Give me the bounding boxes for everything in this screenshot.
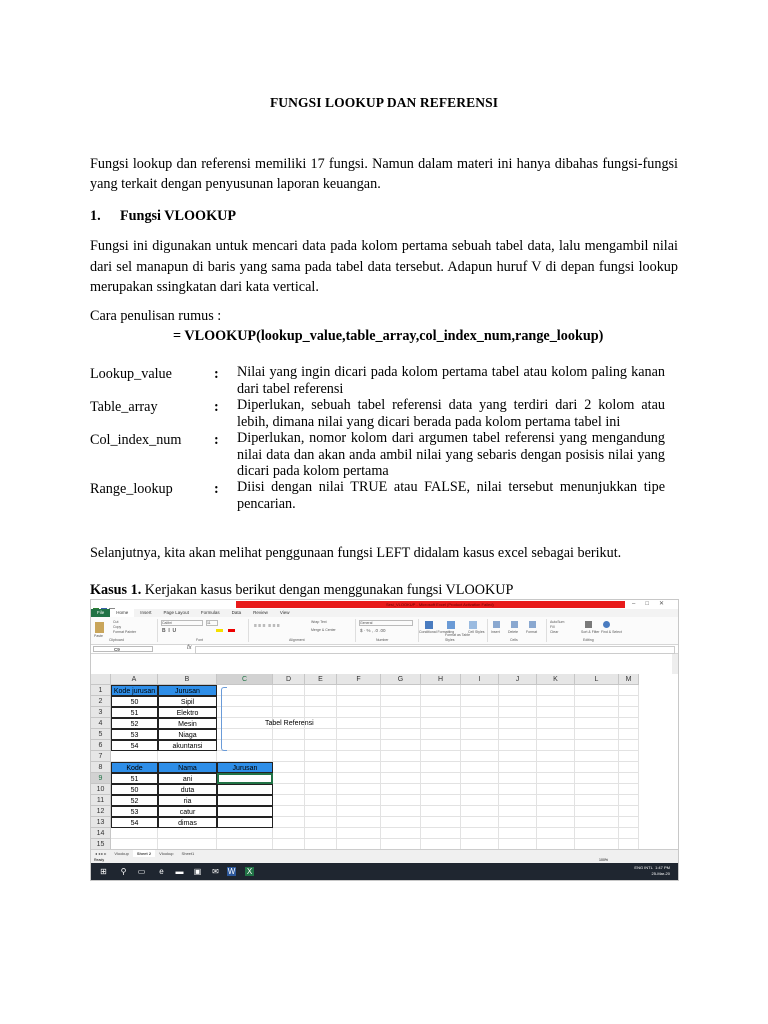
param-name: Col_index_num [90,432,182,448]
file-explorer-icon[interactable]: ▬ [175,867,184,876]
tab-file[interactable]: File [91,609,110,617]
clipboard-group [91,619,158,642]
ref-cell-kode[interactable]: 50 [111,696,158,707]
ref-cell-kode[interactable]: 51 [111,707,158,718]
ref-cell-kode[interactable]: 53 [111,729,158,740]
cut-button[interactable]: Cut [113,620,119,624]
ref-header-jurusan[interactable]: Jurusan [158,685,217,696]
tab-home[interactable]: Home [110,609,134,617]
tab-review[interactable]: Review [253,610,268,615]
column-header-m[interactable]: M [619,674,639,685]
param-colon: : [214,432,219,448]
tray-lang[interactable]: ENG INTL [634,865,653,870]
ref-cell-jurusan[interactable]: Mesin [158,718,217,729]
insert-label[interactable]: Insert [491,630,500,634]
table-reference-bracket [221,687,227,751]
gridline [111,838,639,839]
autosum-button[interactable]: AutoSum [550,620,565,624]
format-painter-button[interactable]: Format Painter [113,630,137,634]
sheet-tab[interactable]: Vlookup [114,851,129,856]
formula-bar [91,645,678,654]
gridline [638,685,639,850]
data-header-jurusan[interactable]: Jurusan [217,762,273,773]
status-text: Ready [94,858,105,862]
table-reference-label: Tabel Referensi [265,720,314,727]
copy-button[interactable]: Copy [113,625,122,629]
tab-formulas[interactable]: Formulas [200,610,220,615]
section-title: Fungsi VLOOKUP [120,208,237,224]
data-cell-jurusan[interactable] [217,806,273,817]
alignment-group-label: Alignment [289,638,305,642]
row-header-12[interactable]: 12 [91,806,111,817]
windows-start-icon[interactable]: ⊞ [100,867,107,876]
merge-center-button[interactable]: Merge & Center [311,628,336,632]
mail-icon[interactable]: ✉ [212,867,219,876]
param-desc: Diisi dengan nilai TRUE atau FALSE, nilai tersebut menunjukkan tipe pencarian. [237,479,665,512]
cell-styles-label[interactable]: Cell Styles [468,630,485,634]
data-cell-jurusan[interactable] [217,795,273,806]
ref-header-kode[interactable]: Kode jurusan [111,685,158,696]
align-icons[interactable]: ≡ ≡ ≡ ≡ ≡ ≡ [254,623,280,629]
row-header-10[interactable]: 10 [91,784,111,795]
font-size-select[interactable]: 11 [206,620,218,626]
data-cell-nama[interactable]: dimas [158,817,217,828]
column-header-g[interactable]: G [381,674,421,685]
column-header-i[interactable]: I [461,674,499,685]
sort-filter-icon[interactable] [585,621,592,628]
row-header-11[interactable]: 11 [91,795,111,806]
quick-access-toolbar[interactable] [93,601,141,608]
number-format-select[interactable]: General [359,620,413,626]
edge-icon[interactable]: e [159,867,164,876]
column-header-e[interactable]: E [305,674,337,685]
gridline [380,685,381,850]
sheet-tab[interactable]: Sheet1 [181,851,195,856]
excel-screenshot [90,599,679,881]
editing-group [547,619,631,642]
row-header-8[interactable]: 8 [91,762,111,773]
font-group [158,619,249,642]
param-colon: : [214,366,219,382]
param-desc: Diperlukan, sebuah tabel referensi data yang terdiri dari 2 kolom atau lebih, dimana nilai yang dicari berada pada kolom pertama tabel ini [237,397,665,430]
gridline [304,685,305,850]
cell-styles-icon[interactable] [469,621,477,629]
windows-taskbar [91,863,678,880]
ref-cell-jurusan[interactable]: akuntansi [158,740,217,751]
number-format-buttons[interactable]: $ · % , .0 .00 [360,628,386,633]
font-group-label: Font [196,638,204,642]
gridline [618,685,619,850]
cells-group [488,619,547,642]
section-heading [90,206,236,226]
data-cell-kode[interactable]: 51 [111,773,158,784]
row-header-14[interactable]: 14 [91,828,111,839]
data-cell-jurusan[interactable] [217,817,273,828]
data-cell-nama[interactable]: ria [158,795,217,806]
find-icon[interactable] [603,621,610,628]
ref-cell-jurusan[interactable]: Elektro [158,707,217,718]
column-header-f[interactable]: F [337,674,381,685]
row-header-6[interactable]: 6 [91,740,111,751]
data-header-kode[interactable]: Kode [111,762,158,773]
select-all-corner[interactable] [91,674,111,685]
gridline [460,685,461,850]
row-header-1[interactable]: 1 [91,685,111,696]
cells-group-label: Cells [510,638,518,642]
ref-cell-jurusan[interactable]: Niaga [158,729,217,740]
sheet-tab[interactable]: Vlookup [159,851,174,856]
row-header-9[interactable]: 9 [91,773,111,784]
column-header-b[interactable]: B [158,674,217,685]
column-header-h[interactable]: H [421,674,461,685]
row-header-13[interactable]: 13 [91,817,111,828]
column-header-l[interactable]: L [575,674,619,685]
tray-date[interactable]: 25-Mar-20 [651,871,670,876]
data-cell-kode[interactable]: 54 [111,817,158,828]
data-header-nama[interactable]: Nama [158,762,217,773]
tab-view[interactable]: View [279,610,290,615]
data-cell-kode[interactable]: 53 [111,806,158,817]
column-header-j[interactable]: J [499,674,537,685]
search-icon[interactable]: ⚲ [120,867,127,876]
font-name-select[interactable]: Calibri [161,620,203,626]
param-colon: : [214,399,219,415]
param-desc: Nilai yang ingin dicari pada kolom pertama tabel atau kolom paling kanan dari tabel referensi [237,364,665,397]
data-cell-nama[interactable]: catur [158,806,217,817]
case-heading [90,580,513,600]
find-select-label[interactable]: Find & Select [601,630,622,634]
formula-input[interactable] [195,646,675,654]
param-desc: Diperlukan, nomor kolom dari argumen tabel referensi yang mengandung nilai data dan akan anda ambil nilai yang sebaris dengan posisis nilai yang dicari pada kolom pertama [237,430,665,479]
formula: = VLOOKUP(lookup_value,table_array,col_index_num,range_lookup) [173,328,604,344]
window-controls[interactable]: –□✕ [632,601,674,607]
format-table-icon[interactable] [447,621,455,629]
ref-cell-kode[interactable]: 52 [111,718,158,729]
insert-cells-icon[interactable] [493,621,500,628]
font-color-icon[interactable] [228,629,235,632]
tab-insert[interactable]: Insert [140,610,152,615]
sort-filter-label[interactable]: Sort & Filter [581,630,600,634]
styles-group [419,619,488,642]
section-number: 1. [90,208,101,224]
tab-page-layout[interactable]: Page Layout [163,610,189,615]
excel-icon[interactable]: X [246,867,253,876]
ref-cell-jurusan[interactable]: Sipil [158,696,217,707]
delete-cells-icon[interactable] [511,621,518,628]
excel-title-bar [91,600,678,609]
bold-button[interactable]: B I U [162,628,177,634]
syntax-label: Cara penulisan rumus : [90,308,222,324]
conditional-formatting-icon[interactable] [425,621,433,629]
param-colon: : [214,481,219,497]
gridline [336,685,337,850]
number-group [356,619,419,642]
column-header-k[interactable]: K [537,674,575,685]
ref-cell-kode[interactable]: 54 [111,740,158,751]
fx-icon[interactable]: fx [187,645,192,651]
paste-label[interactable]: Paste [94,634,103,638]
row-header-5[interactable]: 5 [91,729,111,740]
store-icon[interactable]: ▣ [193,867,202,876]
page-title: FUNGSI LOOKUP DAN REFERENSI [269,95,499,110]
case-label: Kasus 1. [90,582,142,598]
styles-group-label: Styles [445,638,455,642]
ribbon-tabs [91,609,678,617]
conditional-formatting-label[interactable]: Conditional Formatting [419,630,455,634]
fill-button[interactable]: Fill [550,625,555,629]
formula-bar-expanded [91,654,678,674]
name-box[interactable]: C9 [93,646,153,652]
format-table-label[interactable]: Format as Table [445,633,471,637]
row-header-4[interactable]: 4 [91,718,111,729]
gridline [536,685,537,850]
data-cell-jurusan[interactable] [217,784,273,795]
tray-time[interactable]: 1:47 PM [655,865,670,870]
fill-color-icon[interactable] [216,629,223,632]
clipboard-group-label: Clipboard [109,638,124,642]
zoom-level[interactable]: 100% [599,858,608,862]
column-header-a[interactable]: A [111,674,158,685]
vertical-scrollbar[interactable] [672,654,678,674]
paste-icon[interactable] [95,622,104,633]
system-tray[interactable] [634,865,670,877]
row-header-3[interactable]: 3 [91,707,111,718]
data-cell-kode[interactable]: 52 [111,795,158,806]
task-view-icon[interactable]: ▭ [137,867,146,876]
data-cell-kode[interactable]: 50 [111,784,158,795]
word-icon[interactable]: W [227,867,236,876]
alignment-group [249,619,356,642]
data-cell-nama[interactable]: duta [158,784,217,795]
column-header-d[interactable]: D [273,674,305,685]
editing-group-label: Editing [583,638,594,642]
clear-button[interactable]: Clear [550,630,559,634]
row-header-15[interactable]: 15 [91,839,111,850]
format-label[interactable]: Format [526,630,538,634]
window-title: Sesi_VLOOKUP - Microsoft Excel (Product Activation Failed) [386,602,494,607]
next-paragraph: Selanjutnya, kita akan melihat penggunaan fungsi LEFT didalam kasus excel sebagai berikut. [90,545,622,561]
param-name: Lookup_value [90,366,172,382]
param-name: Table_array [90,399,158,415]
section-paragraph: Fungsi ini digunakan untuk mencari data pada kolom pertama sebuah tabel data, lalu mengambil nilai dari sel manapun di baris yang sama pada tabel data tersebut. Adapun huruf V di depan fungsi lookup merupakan ssingkatan dari kata vertical. [90,238,678,295]
row-header-2[interactable]: 2 [91,696,111,707]
gridline [420,685,421,850]
gridline [498,685,499,850]
ribbon [91,617,678,645]
data-cell-nama[interactable]: ani [158,773,217,784]
gridline [574,685,575,850]
activation-title-banner [236,601,625,608]
number-group-label: Number [376,638,389,642]
sheet-tab-active[interactable]: Sheet 2 [133,850,155,858]
sheet-nav-icon[interactable]: ◂ ◂ ▸ ▸ [95,851,107,856]
case-text: Kerjakan kasus berikut dengan menggunakan fungsi VLOOKUP [141,582,514,598]
column-header-c[interactable]: C [217,674,273,685]
row-header-7[interactable]: 7 [91,751,111,762]
delete-label[interactable]: Delete [508,630,519,634]
param-name: Range_lookup [90,481,173,497]
intro-paragraph: Fungsi lookup dan referensi memiliki 17 fungsi. Namun dalam materi ini hanya dibahas fungsi-fungsi yang terkait dengan penyusunan laporan keuangan. [90,156,678,192]
active-cell-c9[interactable] [217,773,273,784]
tab-data[interactable]: Data [231,610,242,615]
wrap-text-button[interactable]: Wrap Text [311,620,327,624]
format-cells-icon[interactable] [529,621,536,628]
